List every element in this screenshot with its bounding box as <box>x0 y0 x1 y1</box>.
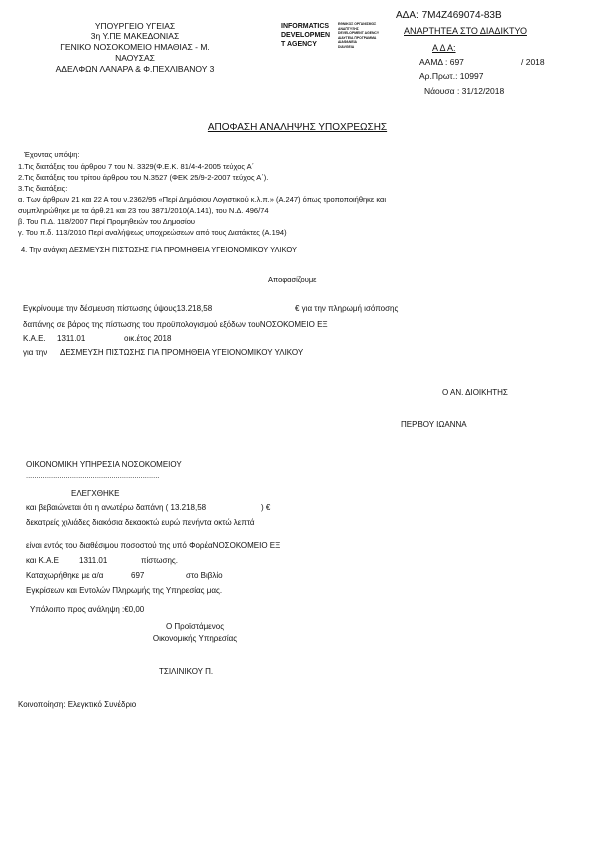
considering-heading: Έχοντας υπόψη: <box>24 150 80 159</box>
logo-small-3: DEVELOPMENT AGENCY <box>338 31 380 36</box>
considering-item-3a: α. Των άρθρων 21 και 22 Α του ν.2362/95 «Περί Δημόσιου Λογιστικού κ.λ.π.» (Α.247) όπως τροποποιήθηκε και <box>18 195 387 204</box>
kae-value: 1311.01 <box>57 334 86 343</box>
aamd-label: ΑΑΜΔ : 697 <box>419 57 464 67</box>
protocol-number: Αρ.Πρωτ.: 10997 <box>419 71 484 81</box>
finance-kae-value: 1311.01 <box>79 556 108 565</box>
considering-item-3: 3.Τις διατάξεις: <box>18 184 68 193</box>
registered-book: στο Βιβλίο <box>186 571 223 580</box>
registered-label: Καταχωρήθηκε με α/α <box>26 571 104 580</box>
certify-line-b: ) € <box>261 503 271 512</box>
certify-line-a: και βεβαιώνεται ότι η ανωτέρω δαπάνη ( 13.218,58 <box>26 503 207 512</box>
finance-heading: ΟΙΚΟΝΟΜΙΚΗ ΥΠΗΡΕΣΙΑ ΝΟΣΟΚΟΜΕΙΟΥ <box>26 460 182 469</box>
approval-line-1b: € για την πληρωμή ισόποσης <box>295 304 399 313</box>
issuer-line-3: ΓΕΝΙΚΟ ΝΟΣΟΚΟΜΕΙΟ ΗΜΑΘΙΑΣ - Μ. <box>60 42 210 52</box>
logo-small-2: ΑΝΑΠΤΥΞΗΣ <box>338 26 359 31</box>
issuer-line-5: ΑΔΕΛΦΩΝ ΛΑΝΑΡΑ & Φ.ΠΕΧΛΙΒΑΝΟΥ 3 <box>55 64 215 74</box>
approval-line-1a: Εγκρίνουμε την δέσμευση πίστωσης ύψους13.218,58 <box>23 304 213 313</box>
approvals-book: Εγκρίσεων και Εντολών Πληρωμής της Υπηρεσίας μας. <box>26 586 223 595</box>
finance-kae-label: και Κ.Α.Ε <box>26 556 59 565</box>
considering-item-4: 4. Την ανάγκη ΔΕΣΜΕΥΣΗ ΠΙΣΤΩΣΗΣ ΓΙΑ ΠΡΟΜΗΘΕΙΑ ΥΓΕΙΟΝΟΜΙΚΟΥ ΥΛΙΚΟΥ <box>21 245 297 254</box>
finance-kae-tail: πίστωσης. <box>141 556 178 565</box>
amount-in-words: δεκατρείς χιλιάδες διακόσια δεκαοκτώ ευρώ πενήντα οκτώ λεπτά <box>26 518 255 527</box>
purpose-value: ΔΕΣΜΕΥΣΗ ΠΙΣΤΩΣΗΣ ΓΙΑ ΠΡΟΜΗΘΕΙΑ ΥΓΕΙΟΝΟΜΙΚΟΥ ΥΛΙΚΟΥ <box>60 348 304 357</box>
checked-label: ΕΛΕΓΧΘΗΚΕ <box>71 489 120 498</box>
fiscal-year: οικ.έτος 2018 <box>124 334 172 343</box>
logo-small-5: ΔΙΑΦΑΝΕΙΑ <box>338 40 357 45</box>
considering-item-3b: β. Του Π.Δ. 118/2007 Περί Προμηθειών του Δημοσίου <box>18 217 195 226</box>
finance-head-title-2: Οικονομικής Υπηρεσίας <box>152 634 238 643</box>
kae-label: Κ.Α.Ε. <box>23 334 46 343</box>
considering-item-3a-cont: συμπληρώθηκε με τα άρθ.21 και 23 του 3871/2010(Α.141), του Ν.Δ. 496/74 <box>18 206 269 215</box>
notification: Κοινοποίηση: Ελεγκτικό Συνέδριο <box>18 700 137 709</box>
logo-line-3: T AGENCY <box>281 41 317 48</box>
considering-item-2: 2.Τις διατάξεις του τρίτου άρθρου του Ν.3527 (ΦΕΚ 25/9-2-2007 τεύχος Α΄). <box>18 173 269 182</box>
issuer-line-2: 3η Υ.ΠΕ ΜΑΚΕΔΟΝΙΑΣ <box>90 31 180 41</box>
signatory-role: Ο ΑΝ. ΔΙΟΙΚΗΤΗΣ <box>442 388 508 397</box>
logo-small-6: DIAVGEIA <box>338 44 355 49</box>
decision-heading: Αποφασίζουμε <box>268 275 317 284</box>
considering-item-1: 1.Τις διατάξεις του άρθρου 7 του Ν. 3329(Φ.Ε.Κ. 81/4-4-2005 τεύχος Α΄ <box>18 162 255 171</box>
aamd-year: / 2018 <box>521 57 545 67</box>
logo-line-1: INFORMATICS <box>281 23 330 30</box>
ada-code: ΑΔΑ: 7Μ4Ζ469074-83Β <box>396 10 502 21</box>
issuer-line-4: ΝΑΟΥΣΑΣ <box>115 53 155 63</box>
page-title: ΑΠΟΦΑΣΗ ΑΝΑΛΗΨΗΣ ΥΠΟΧΡΕΩΣΗΣ <box>207 122 388 133</box>
within-budget: είναι εντός του διαθέσιμου ποσοστού της υπό ΦορέαΝΟΣΟΚΟΜΕΙΟ ΕΞ <box>26 541 281 550</box>
logo-line-2: DEVELOPMEN <box>281 32 331 39</box>
approval-line-2: δαπάνης σε βάρος της πίστωσης του προϋπολογισμού εξόδων τουΝΟΣΟΚΟΜΕΙΟ ΕΞ <box>23 320 328 329</box>
diavgeia-logo <box>281 22 381 54</box>
considering-item-3c: γ. Του π.δ. 113/2010 Περί αναλήψεως υποχρεώσεων από τους Διατάκτες (Α.194) <box>18 228 287 237</box>
finance-head-title-1: Ο Προϊστάμενος <box>165 622 225 631</box>
finance-head-name: ΤΣΙΛΙΝΙΚΟΥ Π. <box>159 667 214 676</box>
document-date: Νάουσα : 31/12/2018 <box>424 86 505 96</box>
registered-number: 697 <box>131 571 145 580</box>
remaining-balance: Υπόλοιπο προς ανάληψη :€0,00 <box>30 605 145 614</box>
finance-dots: ................................................................ <box>26 471 160 480</box>
posted-on-internet: ΑΝΑΡΤΗΤΕΑ ΣΤΟ ΔΙΑΔΙΚΤΥΟ <box>404 26 527 36</box>
issuer-line-1: ΥΠΟΥΡΓΕΙΟ ΥΓΕΙΑΣ <box>94 21 176 31</box>
purpose-label: για την <box>23 348 48 357</box>
ada-label: Α Δ Α: <box>432 43 456 53</box>
logo-small-4: ΔΙΑΥΓΕΙΑ ΠΡΟΓΡΑΜΜΑ <box>338 35 377 40</box>
signatory-name: ΠΕΡΒΟΥ ΙΩΑΝΝΑ <box>401 420 467 429</box>
logo-small-1: ΕΘΝΙΚΟΣ ΟΡΓΑΝΙΣΜΟΣ <box>338 22 377 26</box>
